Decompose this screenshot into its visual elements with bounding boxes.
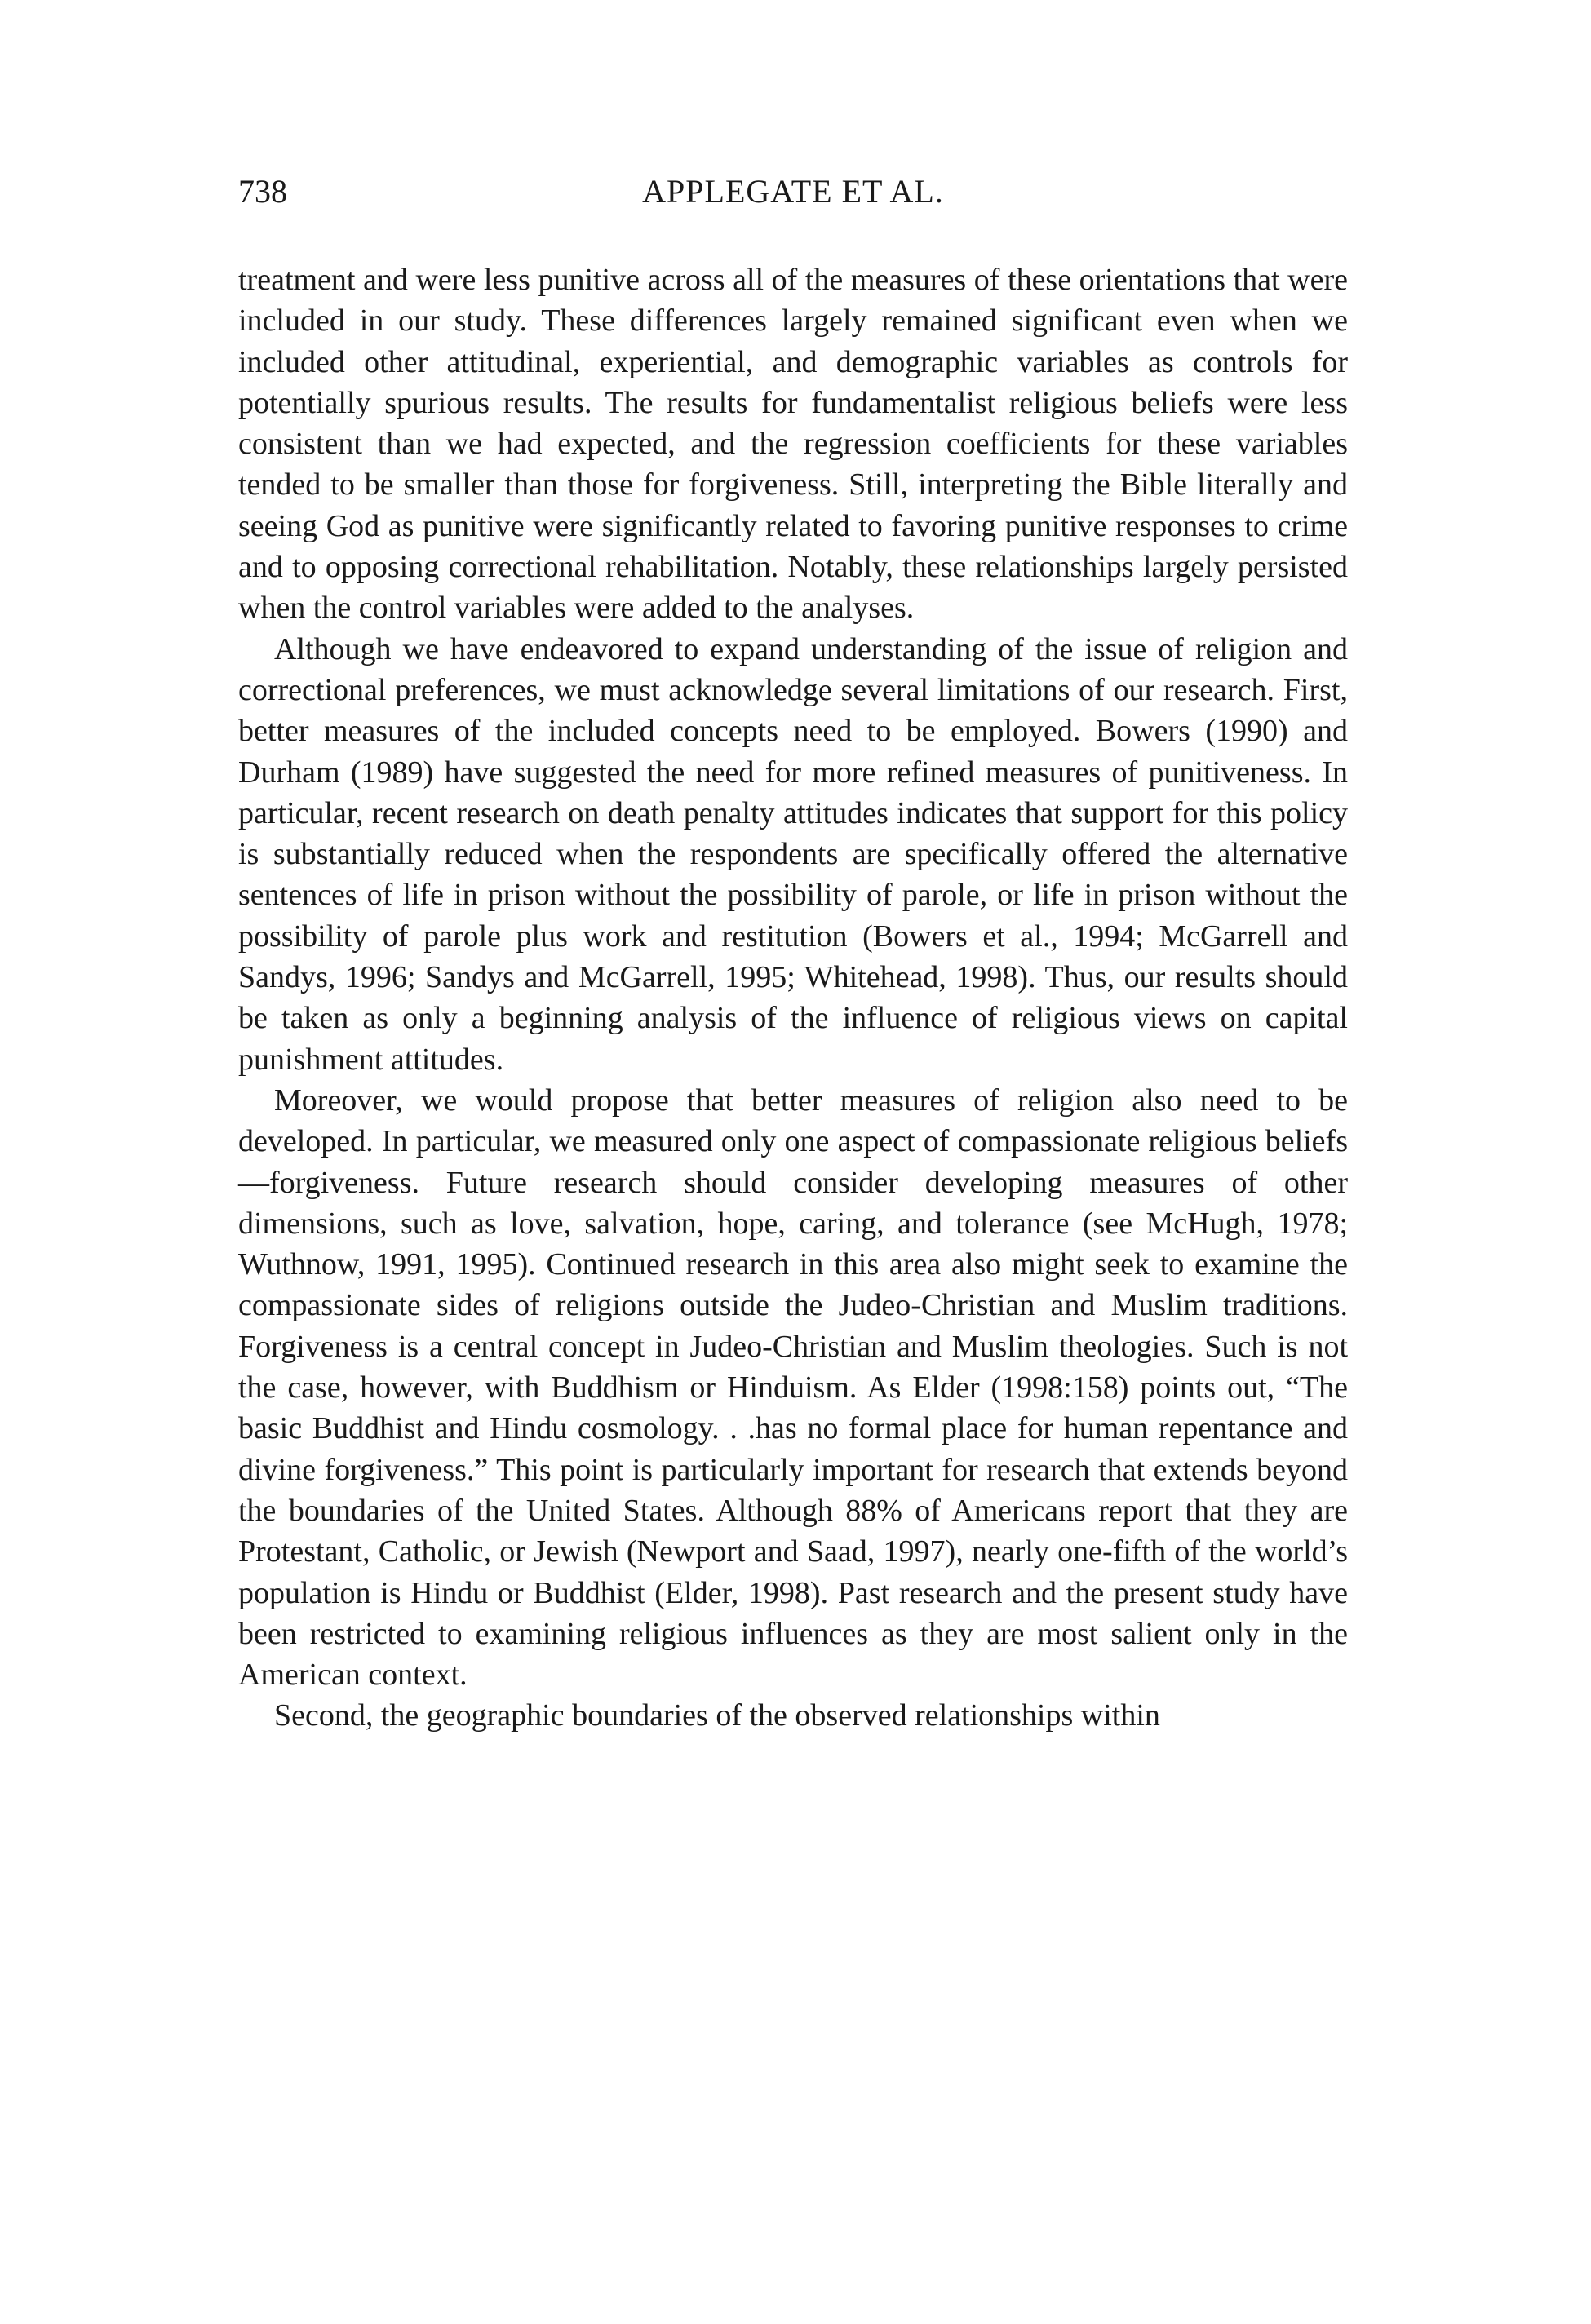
running-title: APPLEGATE ET AL. — [642, 173, 944, 210]
page-number: 738 — [238, 173, 287, 210]
paragraph-limitations: Although we have endeavored to expand understanding of the issue of religion and correctional preferences, we must acknowledge several limitations of our research. First, better measures of the included concepts need to be employed. Bowers (1990) and Durham (1989) have suggested the need for more refined measures of punitiveness. In particular, recent research on death penalty attitudes indicates that support for this policy is substantially reduced when the respondents are specifically offered the alternative sentences of life in prison without the possibility of parole, or life in prison without the possibility of parole plus work and restitution (Bowers et al., 1994; McGarrell and Sandys, 1996; Sandys and McGarrell, 1995; Whitehead, 1998). Thus, our results should be taken as only a beginning analysis of the influence of religious views on capital punishment attitudes. — [238, 631, 1348, 1077]
paragraph-religion-measures: Moreover, we would propose that better measures of religion also need to be developed. In particular, we measured only one aspect of compassionate religious beliefs—forgiveness. Future research should consider developing measures of other dimensions, such as love, salvation, hope, caring, and tolerance (see McHugh, 1978; Wuthnow, 1991, 1995). Continued research in this area also might seek to examine the compassionate sides of religions outside the Judeo-Christian and Muslim traditions. Forgiveness is a central concept in Judeo-Christian and Muslim theologies. Such is not the case, however, with Buddhism or Hinduism. As Elder (1998:158) points out, “The basic Buddhist and Hindu cosmology. . .has no formal place for human repentance and divine forgiveness.” This point is particularly important for research that extends beyond the boundaries of the United States. Although 88% of Americans report that they are Protestant, Catholic, or Jewish (Newport and Saad, 1997), nearly one-fifth of the world’s population is Hindu or Buddhist (Elder, 1998). Past research and the present study have been restricted to examining religious influences as they are most salient only in the American context. — [238, 1082, 1348, 1693]
paragraph-geographic: Second, the geographic boundaries of the observed relationships within — [274, 1698, 1160, 1733]
running-head — [238, 167, 1348, 216]
body-text — [238, 259, 1348, 1737]
paragraph-continued: treatment and were less punitive across all of the measures of these orientations that were included in our study. These differences largely remained significant even when we included other attitudinal, experiential, and demographic variables as controls for potentially spurious results. The results for fundamentalist religious beliefs were less consistent than we had expected, and the regression coefficients for these variables tended to be smaller than those for forgiveness. Still, interpreting the Bible literally and seeing God as punitive were significantly related to favoring punitive responses to crime and to opposing correctional rehabilitation. Notably, these relationships largely persisted when the control variables were added to the analyses. — [238, 263, 1348, 626]
